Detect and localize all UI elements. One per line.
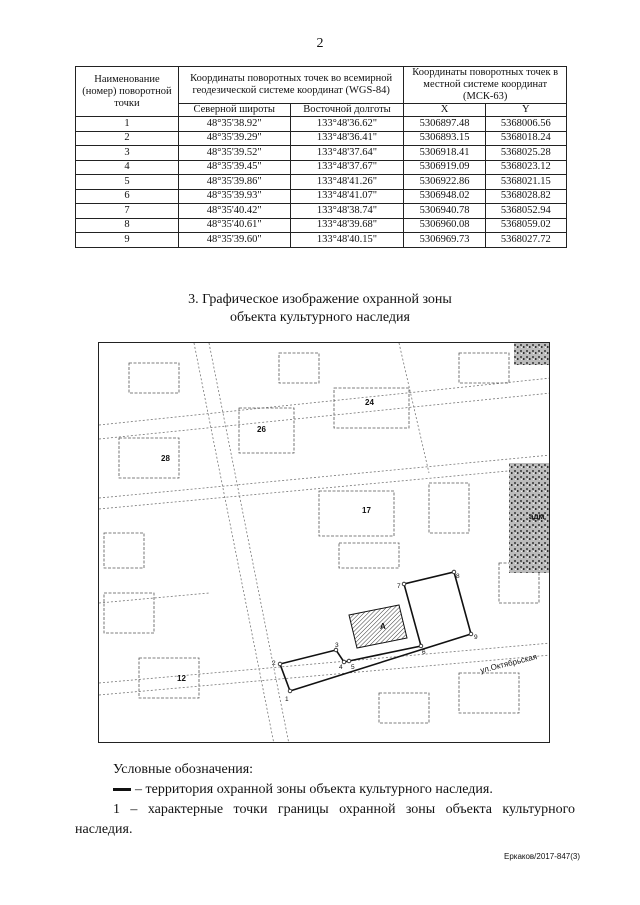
- cell-lat: 48°35'39.52": [178, 146, 290, 161]
- map-aerial-texture: [509, 343, 550, 573]
- point-label-5: 5: [351, 664, 355, 671]
- cell-y: 5368025.28: [485, 146, 566, 161]
- building-12: [139, 658, 199, 698]
- protection-zone-map: [98, 342, 550, 743]
- cell-lat: 48°35'40.42": [178, 204, 290, 219]
- boundary-point-7: [402, 582, 406, 586]
- street-label: ул.Октябрьская: [479, 652, 538, 675]
- cell-point: 7: [76, 204, 179, 219]
- cell-lon: 133°48'40.15": [290, 233, 404, 248]
- cell-point: 6: [76, 189, 179, 204]
- building-label-26: 26: [257, 425, 266, 434]
- point-label-3: 3: [335, 642, 339, 649]
- legend-boundary-swatch: [113, 788, 131, 791]
- cell-lon: 133°48'41.07": [290, 189, 404, 204]
- table-row: [76, 189, 567, 204]
- table-row: [76, 160, 567, 175]
- point-label-1: 1: [285, 696, 289, 703]
- map-buildings: [104, 353, 539, 723]
- building-26: [239, 408, 294, 453]
- building-label-heritage: А: [380, 622, 386, 631]
- cell-y: 5368021.15: [485, 175, 566, 190]
- cell-x: 5306940.78: [404, 204, 485, 219]
- building-label-12: 12: [177, 674, 186, 683]
- table-row: [76, 131, 567, 146]
- table-row: [76, 117, 567, 132]
- cell-point: 9: [76, 233, 179, 248]
- cell-lat: 48°35'40.61": [178, 218, 290, 233]
- cell-lat: 48°35'39.29": [178, 131, 290, 146]
- cell-lon: 133°48'36.41": [290, 131, 404, 146]
- cell-x: 5306969.73: [404, 233, 485, 248]
- cell-x: 5306897.48: [404, 117, 485, 132]
- cell-lat: 48°35'39.86": [178, 175, 290, 190]
- table-row: [76, 175, 567, 190]
- header-longitude: Восточной долготы: [290, 104, 404, 117]
- point-label-2: 2: [272, 660, 276, 667]
- building-label-24: 24: [365, 398, 374, 407]
- header-msk63: Координаты поворотных точек в местной системе координат (МСК-63): [404, 67, 567, 104]
- header-wgs84: Координаты поворотных точек во всемирной геодезической системе координат (WGS-84): [178, 67, 404, 104]
- header-y: Y: [485, 104, 566, 117]
- cell-point: 1: [76, 117, 179, 132]
- cell-y: 5368023.12: [485, 160, 566, 175]
- section-heading-line-1: 3. Графическое изображение охранной зоны: [188, 292, 452, 307]
- table-row: [76, 146, 567, 161]
- header-point-name: Наименование (номер) поворотной точки: [76, 67, 179, 117]
- cell-x: 5306893.15: [404, 131, 485, 146]
- cell-lon: 133°48'38.74": [290, 204, 404, 219]
- boundary-point-2: [278, 662, 282, 666]
- section-heading-line-2: объекта культурного наследия: [230, 310, 410, 325]
- legend-zone-text: – территория охранной зоны объекта культурного наследия.: [135, 782, 493, 797]
- map-roads: [99, 343, 550, 743]
- cell-x: 5306960.08: [404, 218, 485, 233]
- cell-lon: 133°48'37.64": [290, 146, 404, 161]
- point-label-6: 6: [422, 649, 426, 656]
- boundary-point-4: [342, 660, 346, 664]
- legend-zone-entry: [75, 780, 575, 800]
- cell-lon: 133°48'41.26": [290, 175, 404, 190]
- cell-y: 5368006.56: [485, 117, 566, 132]
- cell-point: 4: [76, 160, 179, 175]
- table-row: [76, 233, 567, 248]
- cell-lon: 133°48'37.67": [290, 160, 404, 175]
- coordinates-table: [75, 66, 567, 248]
- legend-title: Условные обозначения:: [113, 762, 254, 777]
- cell-y: 5368018.24: [485, 131, 566, 146]
- section-heading: [0, 291, 640, 327]
- heritage-object-building: [349, 605, 407, 648]
- point-label-9: 9: [474, 634, 478, 641]
- cell-x: 5306922.86: [404, 175, 485, 190]
- boundary-point-6: [419, 644, 423, 648]
- point-label-8: 8: [456, 573, 460, 580]
- cell-point: 8: [76, 218, 179, 233]
- cell-lon: 133°48'39.68": [290, 218, 404, 233]
- cell-lat: 48°35'38.92": [178, 117, 290, 132]
- cell-lat: 48°35'39.93": [178, 189, 290, 204]
- legend: [75, 760, 575, 840]
- cell-point: 3: [76, 146, 179, 161]
- footer-reference: Еркаков/2017-847(3): [503, 852, 580, 861]
- cell-point: 5: [76, 175, 179, 190]
- map-drawing: [99, 343, 550, 743]
- cell-y: 5368059.02: [485, 218, 566, 233]
- boundary-point-1: [288, 689, 292, 693]
- cell-lat: 48°35'39.60": [178, 233, 290, 248]
- table-row: [76, 218, 567, 233]
- building-label-adm: адм: [529, 512, 545, 521]
- cell-x: 5306948.02: [404, 189, 485, 204]
- building-28: [119, 438, 179, 478]
- cell-lat: 48°35'39.45": [178, 160, 290, 175]
- cell-lon: 133°48'36.62": [290, 117, 404, 132]
- cell-x: 5306918.41: [404, 146, 485, 161]
- cell-y: 5368027.72: [485, 233, 566, 248]
- page-number: 2: [316, 36, 324, 51]
- legend-points-text: 1 – характерные точки границы охранной зоны объекта культурного наследия.: [75, 802, 575, 837]
- header-latitude: Северной широты: [178, 104, 290, 117]
- cell-x: 5306919.09: [404, 160, 485, 175]
- cell-point: 2: [76, 131, 179, 146]
- table-row: [76, 204, 567, 219]
- building-label-17: 17: [362, 506, 371, 515]
- point-label-7: 7: [397, 583, 401, 590]
- building-label-28: 28: [161, 454, 170, 463]
- header-x: X: [404, 104, 485, 117]
- building-17: [319, 491, 394, 536]
- boundary-point-5: [347, 659, 351, 663]
- cell-y: 5368028.82: [485, 189, 566, 204]
- boundary-point-9: [469, 632, 473, 636]
- cell-y: 5368052.94: [485, 204, 566, 219]
- point-label-4: 4: [339, 664, 343, 671]
